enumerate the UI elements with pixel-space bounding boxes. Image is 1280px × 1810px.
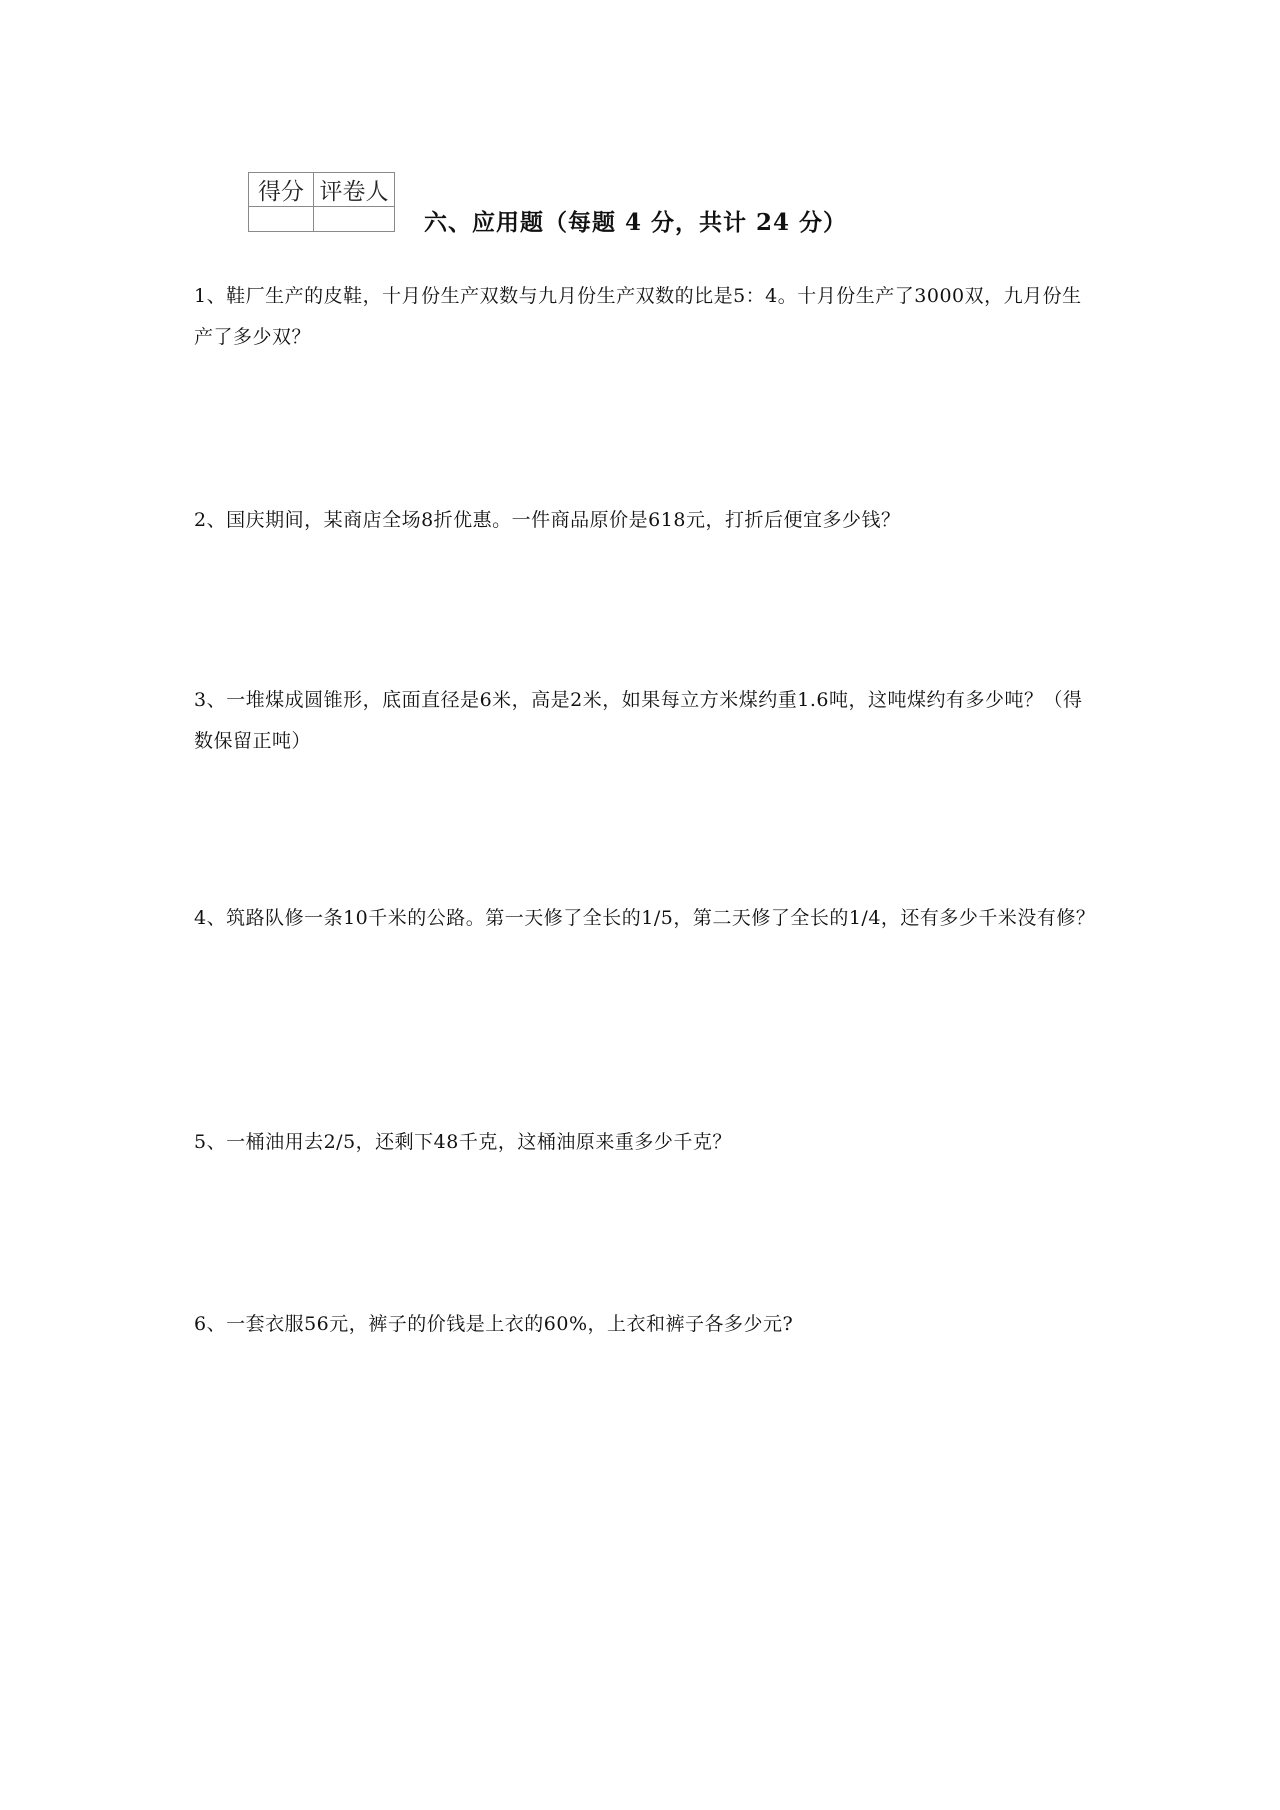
question-5: 5、一桶油用去2/5，还剩下48千克，这桶油原来重多少千克？	[194, 1131, 732, 1153]
question-6: 6、一套衣服56元，裤子的价钱是上衣的60%，上衣和裤子各多少元?	[194, 1313, 794, 1335]
question-3: 3、一堆煤成圆锥形，底面直径是6米，高是2米，如果每立方米煤约重1.6吨，这吨煤约有多少吨？（得数保留正吨）	[194, 689, 1083, 752]
grader-label: 评卷人	[314, 173, 395, 207]
section-title: 六、应用题（每题 4 分，共计 24 分）	[424, 209, 848, 236]
score-label: 得分	[249, 173, 314, 207]
question-1: 1、鞋厂生产的皮鞋，十月份生产双数与九月份生产双数的比是5：4。十月份生产了3000双，九月份生产了多少双？	[194, 285, 1082, 348]
question-2: 2、国庆期间，某商店全场8折优惠。一件商品原价是618元，打折后便宜多少钱？	[194, 509, 901, 531]
score-field[interactable]	[249, 207, 314, 232]
score-table	[248, 172, 395, 232]
question-4: 4、筑路队修一条10千米的公路。第一天修了全长的1/5，第二天修了全长的1/4，还有多少千米没有修？	[194, 907, 1096, 929]
grader-field[interactable]	[314, 207, 395, 232]
